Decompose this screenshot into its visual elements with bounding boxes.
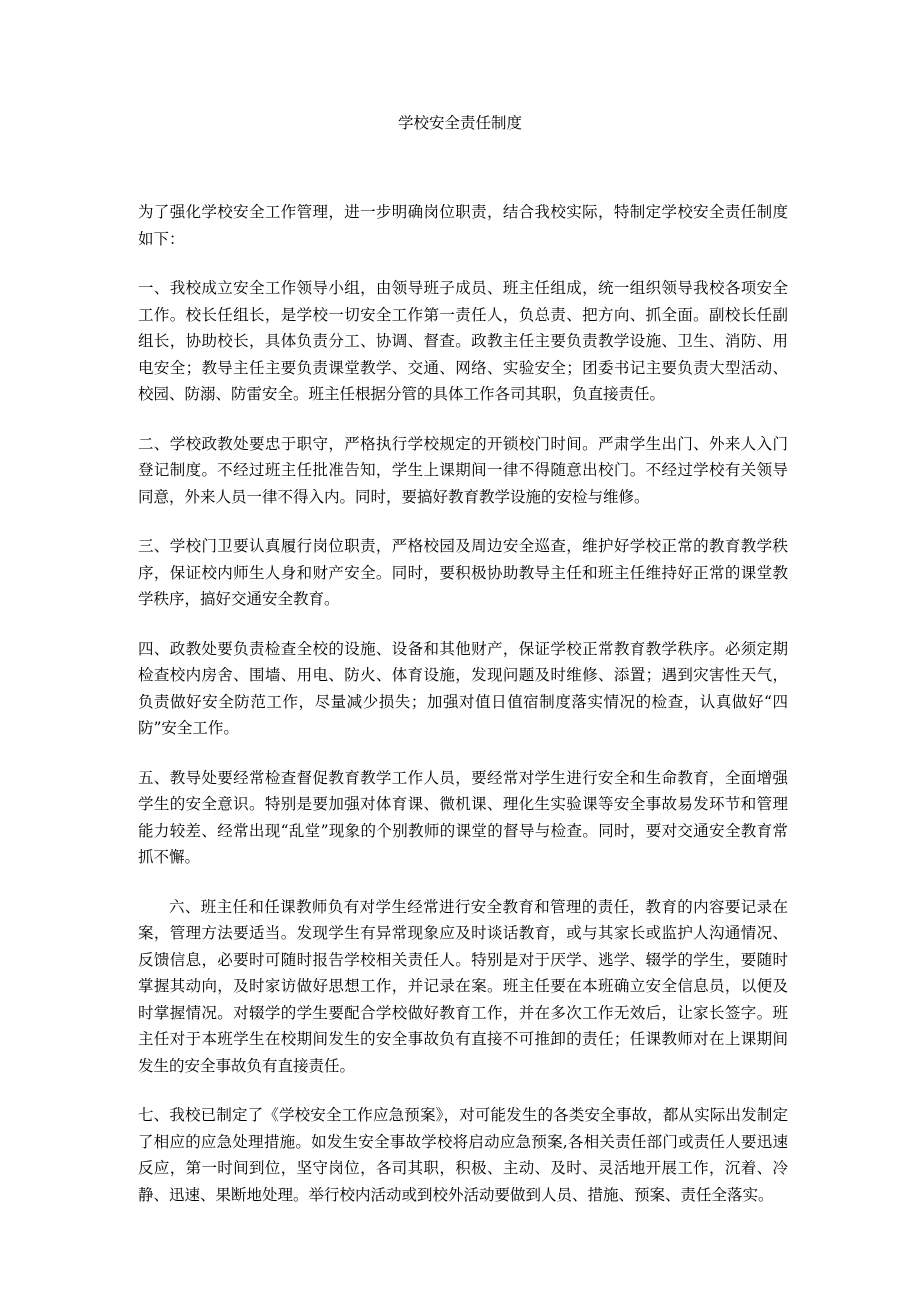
clause-6-paragraph: 六、班主任和任课教师负有对学生经常进行安全教育和管理的责任，教育的内容要记录在案，管理方法要适当。发现学生有异常现象应及时谈话教育，或与其家长或监护人沟通情况、反馈信息，必要时可随时报告学校相关责任人。特别是对于厌学、逃学、辍学的学生，要随时掌握其动向，及时家访做好思想工作，并记录在案。班主任要在本班确立安全信息员，以便及时掌握情况。对辍学的学生要配合学校做好教育工作，并在多次工作无效后，让家长签字。班主任对于本班学生在校期间发生的安全事故负有直接不可推卸的责任；任课教师对在上课期间发生的安全事故负有直接责任。 xyxy=(138,897,788,1075)
document-title: 学校安全责任制度 xyxy=(397,114,522,132)
clause-7-paragraph: 七、我校已制定了《学校安全工作应急预案》，对可能发生的各类安全事故，都从实际出发制定了相应的应急处理措施。如发生安全事故学校将启动应急预案,各相关责任部门或责任人要迅速反应，第一时间到位，坚守岗位，各司其职，积极、主动、及时、灵活地开展工作，沉着、冷静、迅速、果断地处理。举行校内活动或到校外活动要做到人员、措施、预案、责任全落实。 xyxy=(138,1106,788,1204)
document-body xyxy=(138,199,788,1231)
clause-1-paragraph: 一、我校成立安全工作领导小组，由领导班子成员、班主任组成，统一组织领导我校各项安全工作。校长任组长，是学校一切安全工作第一责任人，负总责、把方向、抓全面。副校长任副组长，协助校长，具体负责分工、协调、督查。政教主任主要负责教学设施、卫生、消防、用电安全；教导主任主要负责课堂教学、交通、网络、实验安全；团委书记主要负责大型活动、校园、防溺、防雷安全。班主任根据分管的具体工作各司其职，负直接责任。 xyxy=(138,279,788,403)
clause-4-paragraph: 四、政教处要负责检查全校的设施、设备和其他财产，保证学校正常教育教学秩序。必须定期检查校内房舍、围墙、用电、防火、体育设施，发现问题及时维修、添置；遇到灾害性天气，负责做好安全防范工作，尽量减少损失；加强对值日值宿制度落实情况的检查，认真做好“四防”安全工作。 xyxy=(138,639,788,737)
clause-3-paragraph: 三、学校门卫要认真履行岗位职责，严格校园及周边安全巡查，维护好学校正常的教育教学秩序，保证校内师生人身和财产安全。同时，要积极协助教导主任和班主任维持好正常的课堂教学秩序，搞好交通安全教育。 xyxy=(138,537,788,608)
clause-5-paragraph: 五、教导处要经常检查督促教育教学工作人员，要经常对学生进行安全和生命教育，全面增强学生的安全意识。特别是要加强对体育课、微机课、理化生实验课等安全事故易发环节和管理能力较差、经常出现“乱堂”现象的个别教师的课堂的督导与检查。同时，要对交通安全教育常抓不懈。 xyxy=(138,768,788,866)
intro-paragraph: 为了强化学校安全工作管理，进一步明确岗位职责，结合我校实际，特制定学校安全责任制度如下： xyxy=(138,203,788,248)
clause-2-paragraph: 二、学校政教处要忠于职守，严格执行学校规定的开锁校门时间。严肃学生出门、外来人入门登记制度。不经过班主任批准告知，学生上课期间一律不得随意出校门。不经过学校有关领导同意，外来人员一律不得入内。同时，要搞好教育教学设施的安检与维修。 xyxy=(138,434,788,506)
